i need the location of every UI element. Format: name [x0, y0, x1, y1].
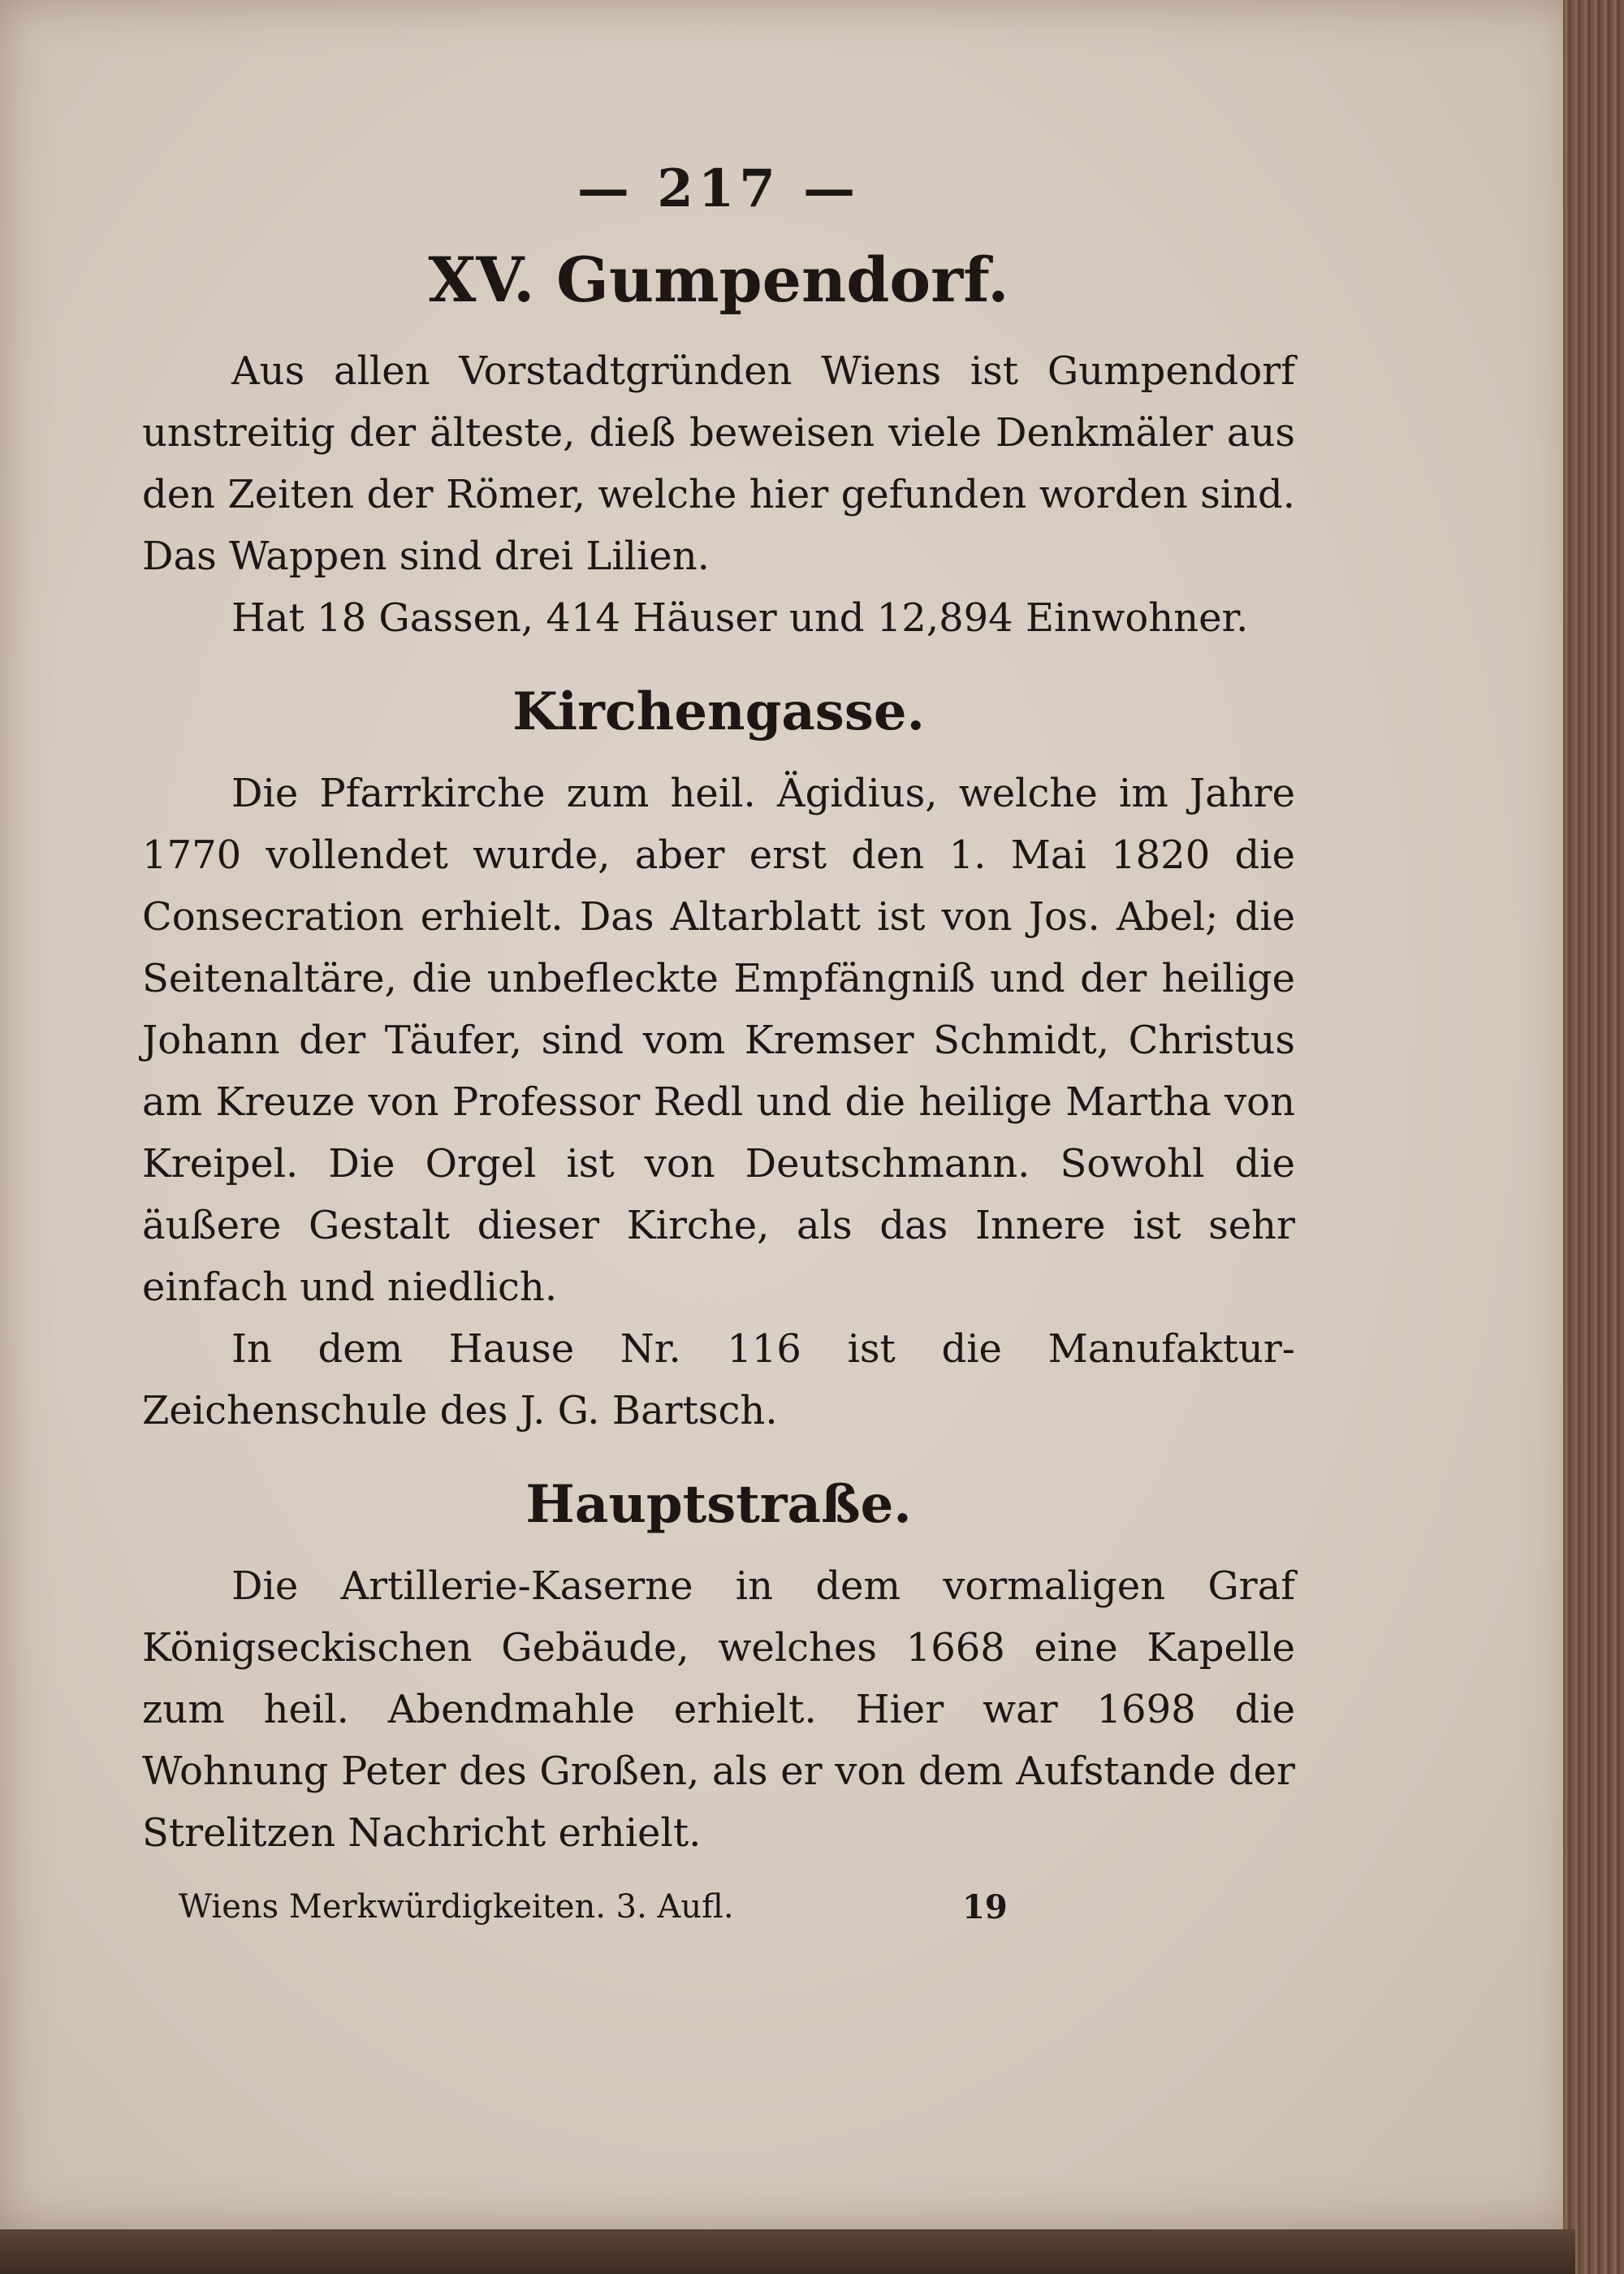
page-number: — 217 — — [577, 158, 861, 219]
book-spine-edge — [1563, 0, 1624, 2274]
paragraph-stats: Hat 18 Gassen, 414 Häuser und 12,894 Einwohner. — [231, 595, 1249, 641]
footer-title: Wiens Merkwürdigkeiten. 3. Aufl. — [179, 1888, 734, 1926]
page-bottom-edge — [0, 2229, 1575, 2274]
paragraph-kirchengasse-1: Die Pfarrkirche zum heil. Ägidius, welche im Jahre 1770 vollendet wurde, aber erst den 1. Mai 1820 die Consecration erhielt. Das Altarblatt ist von Jos. Abel; die Seitenaltäre, die unbefleckte Empfängniß und der heilige Johann der Täufer, sind vom Kremser Schmidt, Christus am Kreuze von Professor Redl und die heilige Martha von Kreipel. Die Orgel ist von Deutschmann. Sowohl die äußere Gestalt dieser Kirche, als das Innere ist sehr einfach und niedlich. — [142, 771, 1295, 1310]
page-text — [142, 158, 1295, 1864]
signature-mark: 19 — [962, 1888, 1008, 1926]
chapter-title: XV. Gumpendorf. — [428, 244, 1009, 316]
section-heading-hauptstrasse: Hauptstraße. — [525, 1474, 912, 1535]
paragraph-hauptstrasse-1: Die Artillerie-Kaserne in dem vormaligen Graf Königseckischen Gebäude, welches 1668 eine Kapelle zum heil. Abendmahle erhielt. Hier war 1698 die Wohnung Peter des Großen, als er von dem Aufstande der Strelitzen Nachricht erhielt. — [142, 1563, 1295, 1856]
section-heading-kirchengasse: Kirchengasse. — [512, 681, 925, 742]
paragraph-intro: Aus allen Vorstadtgründen Wiens ist Gumpendorf unstreitig der älteste, dieß beweisen viele Denkmäler aus den Zeiten der Römer, welche hier gefunden worden sind. Das Wappen sind drei Lilien. — [142, 348, 1295, 579]
paragraph-kirchengasse-2: In dem Hause Nr. 116 ist die Manufaktur-Zeichenschule des J. G. Bartsch. — [142, 1326, 1295, 1433]
page-footer — [179, 1888, 1234, 1926]
